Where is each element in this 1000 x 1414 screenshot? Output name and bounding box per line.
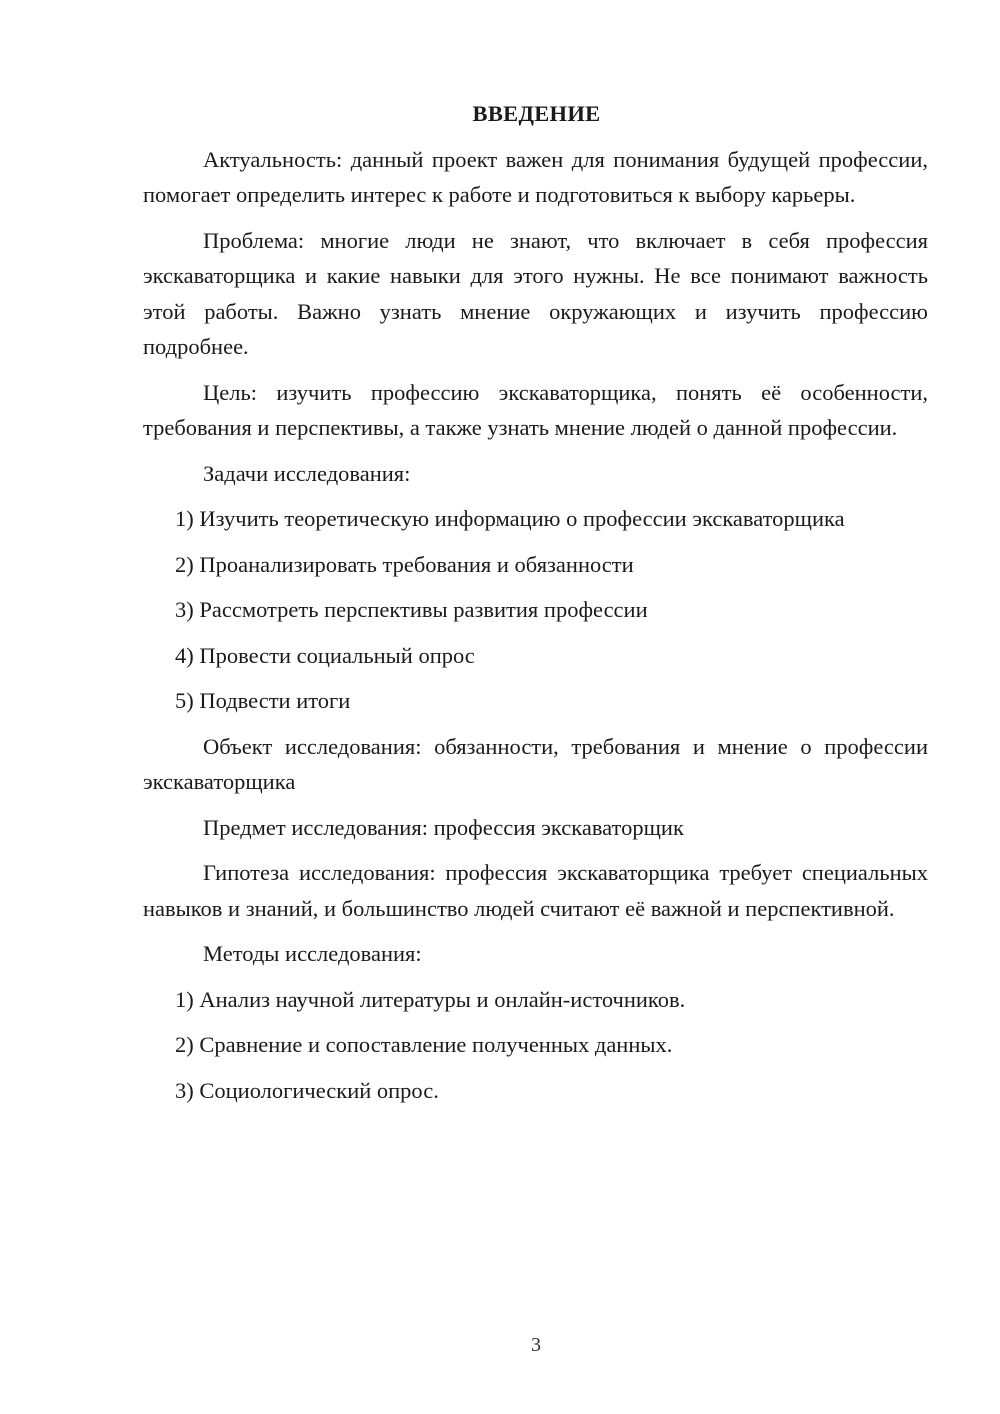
list-item: 5) Подвести итоги (175, 688, 351, 713)
relevance-paragraph: Актуальность: данный проект важен для понимания будущей профессии, помогает определить интерес к работе и подготовиться к выбору карьеры. (143, 146, 928, 207)
subject-paragraph: Предмет исследования: профессия экскаваторщик (203, 814, 684, 840)
object-paragraph: Объект исследования: обязанности, требования и мнение о профессии экскаваторщика (143, 733, 928, 794)
page-number: 3 (531, 1334, 541, 1356)
section-title: ВВЕДЕНИЕ (472, 101, 601, 126)
list-item: 2) Проанализировать требования и обязанности (175, 551, 634, 577)
document-page (143, 96, 928, 1118)
methods-list (143, 982, 928, 1109)
list-item: 1) Анализ научной литературы и онлайн-источников. (175, 986, 686, 1012)
tasks-heading: Задачи исследования: (203, 460, 411, 486)
goal-paragraph: Цель: изучить профессию экскаваторщика, понять её особенности, требования и перспективы, а также узнать мнение людей о данной профессии. (143, 379, 928, 440)
list-item: 1) Изучить теоретическую информацию о профессии экскаваторщика (175, 506, 845, 531)
list-item: 2) Сравнение и сопоставление полученных данных. (175, 1032, 673, 1057)
list-item: 4) Провести социальный опрос (175, 642, 475, 668)
methods-heading: Методы исследования: (203, 941, 422, 966)
tasks-list (143, 501, 928, 719)
problem-paragraph: Проблема: многие люди не знают, что включает в себя профессия экскаваторщика и какие навыки для этого нужны. Не все понимают важность этой работы. Важно узнать мнение окружающих и изучить профессию подробнее. (143, 227, 928, 359)
hypothesis-paragraph: Гипотеза исследования: профессия экскаваторщика требует специальных навыков и знаний, и большинство людей считают её важной и перспективной. (143, 860, 928, 921)
list-item: 3) Рассмотреть перспективы развития профессии (175, 597, 648, 622)
list-item: 3) Социологический опрос. (175, 1077, 439, 1103)
